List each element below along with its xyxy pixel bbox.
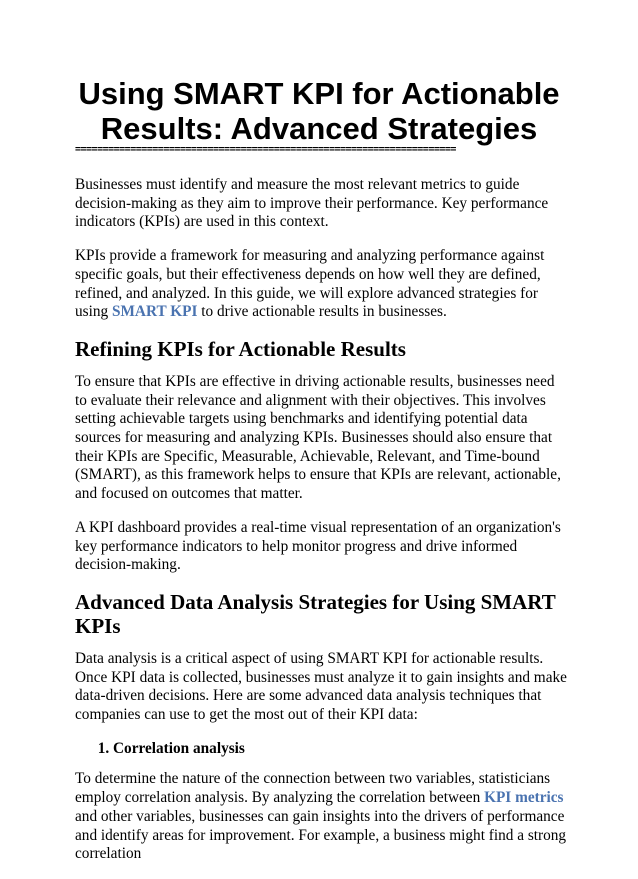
refining-paragraph: To ensure that KPIs are effective in driving actionable results, businesses need to evaluate their relevance and alignment with their objectives. This involves setting achievable targets using benchmarks and identifying potential data sources for measuring and analyzing KPIs. Businesses should also ensure that their KPIs are Specific, Measurable, Achievable, Relevant, and Time-bound (SMART), as this framework helps to ensure that KPIs are relevant, actionable, and focused on outcomes that matter. <box>75 372 561 503</box>
kpi-metrics-link[interactable]: KPI metrics <box>484 789 564 807</box>
intro-paragraph: Businesses must identify and measure the most relevant metrics to guide decision-making as they aim to improve their performance. Key performance indicators (KPIs) are used in this context. <box>75 176 549 231</box>
data-analysis-paragraph: Data analysis is a critical aspect of using SMART KPI for actionable results. Once KPI data is collected, businesses must analyze it to gain insights and make data-driven decisions. Here are some advanced data analysis techniques that companies can use to get the most out of their KPI data: <box>75 649 567 724</box>
document-title: Using SMART KPI for Actionable Results: Advanced Strategies <box>78 76 560 146</box>
refining-heading: Refining KPIs for Actionable Results <box>75 336 406 361</box>
analysis-list <box>75 740 567 759</box>
smart-kpi-link[interactable]: SMART KPI <box>111 303 198 321</box>
dashboard-paragraph: A KPI dashboard provides a real-time visual representation of an organization's key performance indicators to help monitor progress and drive informed decision-making. <box>75 518 561 574</box>
framework-text-start: KPIs provide a framework for measuring and analyzing performance against specific goals, but their effectiveness depends on how well they are defined, refined, and analyzed. In this guide, we will explore advanced strategies for using <box>75 247 545 321</box>
framework-paragraph <box>75 247 567 322</box>
title-divider: ===================================================================== <box>75 144 456 155</box>
document-body <box>75 176 567 879</box>
framework-text-end: to drive actionable results in businesses. <box>197 303 447 321</box>
list-item: 1. Correlation analysis <box>113 740 567 759</box>
advanced-heading: Advanced Data Analysis Strategies for Using SMART KPIs <box>75 589 556 638</box>
correlation-text-end: and other variables, businesses can gain insights into the drivers of performance and identify areas for improvement. For example, a business might find a strong correlation <box>75 807 567 863</box>
correlation-text-start: To determine the nature of the connection between two variables, statisticians employ correlation analysis. By analyzing the correlation between <box>75 770 551 807</box>
correlation-paragraph <box>75 770 567 864</box>
